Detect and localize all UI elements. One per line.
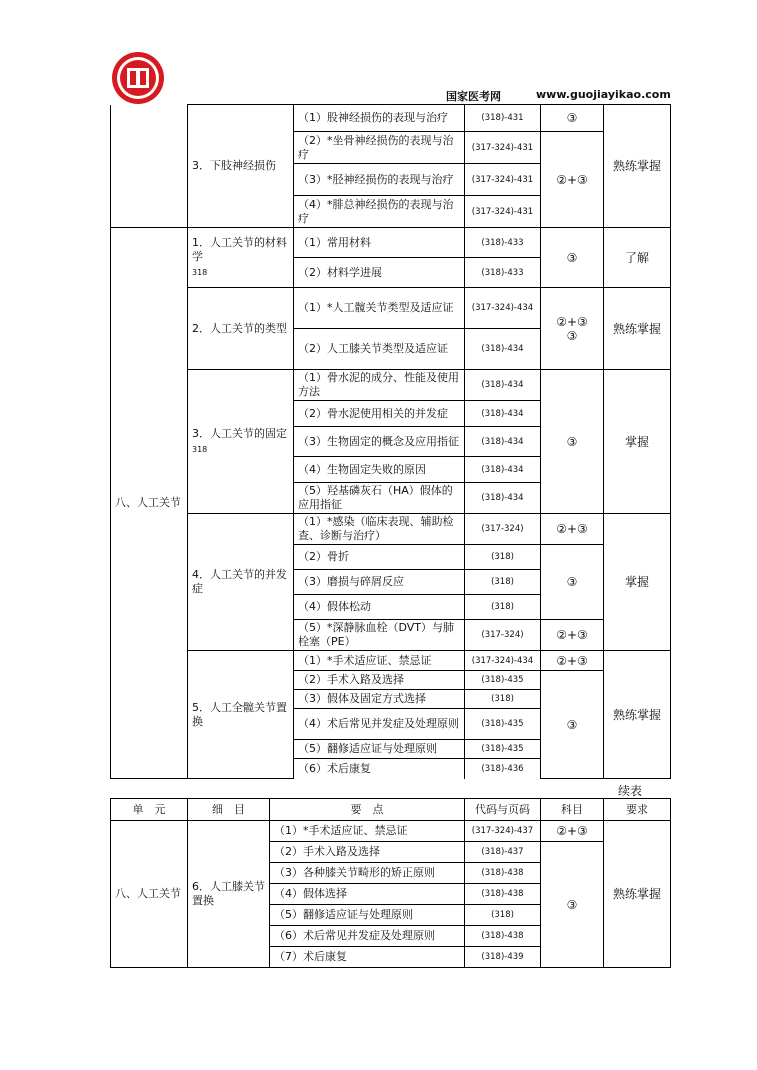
point-cell: （4）假体松动	[294, 595, 465, 620]
unit-cell: 八、人工关节	[111, 228, 188, 779]
header-requirement: 要求	[604, 799, 671, 821]
code-cell: (317-324)-431	[465, 132, 541, 164]
code-cell: (317-324)-431	[465, 164, 541, 196]
code-cell: (317-324)-434	[465, 651, 541, 671]
subject-cell: ②+③	[541, 132, 604, 228]
subject-cell: ②+③	[541, 821, 604, 842]
code-cell: (318)-433	[465, 228, 541, 258]
code-cell: (317-324)	[465, 514, 541, 545]
code-cell: (318)-433	[465, 258, 541, 288]
code-cell: (318)-438	[465, 926, 541, 947]
point-cell: （1）常用材料	[294, 228, 465, 258]
point-cell: （3）假体及固定方式选择	[294, 690, 465, 709]
syllabus-table-continued	[110, 798, 671, 968]
point-cell: （2）骨折	[294, 545, 465, 570]
code-cell: (317-324)	[465, 620, 541, 651]
header-url[interactable]: www.guojiayikao.com	[536, 88, 671, 101]
code-cell: (318)-437	[465, 842, 541, 863]
point-cell: （2）材料学进展	[294, 258, 465, 288]
subject-cell: ②+③	[541, 514, 604, 545]
requirement-cell: 熟练掌握	[604, 288, 671, 370]
requirement-cell: 掌握	[604, 514, 671, 651]
code-cell: (318)-434	[465, 401, 541, 427]
point-cell: （2）人工膝关节类型及适应证	[294, 329, 465, 370]
code-cell: (318)	[465, 545, 541, 570]
code-cell: (318)	[465, 905, 541, 926]
point-cell: （1）*手术适应证、禁忌证	[270, 821, 465, 842]
point-cell: （2）*坐骨神经损伤的表现与治疗	[294, 132, 465, 164]
requirement-cell: 熟练掌握	[604, 651, 671, 779]
code-cell: (318)-434	[465, 457, 541, 483]
point-cell: （7）术后康复	[270, 947, 465, 968]
code-cell: (318)	[465, 595, 541, 620]
site-logo-icon	[110, 50, 166, 106]
point-cell: （4）生物固定失败的原因	[294, 457, 465, 483]
subject-cell: ③	[541, 671, 604, 779]
detail-cell: 3．人工关节的固定 318	[188, 370, 294, 514]
header-points: 要 点	[270, 799, 465, 821]
code-cell: (318)-435	[465, 709, 541, 740]
subject-cell: ②+③ ③	[541, 288, 604, 370]
subject-cell: ③	[541, 370, 604, 514]
code-cell: (318)-436	[465, 759, 541, 779]
requirement-cell: 熟练掌握	[604, 821, 671, 968]
point-cell: （1）*手术适应证、禁忌证	[294, 651, 465, 671]
header-subject: 科目	[541, 799, 604, 821]
subject-cell: ③	[541, 105, 604, 132]
code-cell: (317-324)-437	[465, 821, 541, 842]
header-site-name: 国家医考网	[446, 90, 501, 103]
code-cell: (317-324)-431	[465, 196, 541, 228]
header-code: 代码与页码	[465, 799, 541, 821]
code-cell: (318)-434	[465, 483, 541, 514]
point-cell: （3）*胫神经损伤的表现与治疗	[294, 164, 465, 196]
subject-cell: ③	[541, 228, 604, 288]
detail-cell: 4．人工关节的并发症	[188, 514, 294, 651]
point-cell: （4）术后常见并发症及处理原则	[294, 709, 465, 740]
point-cell: （6）术后常见并发症及处理原则	[270, 926, 465, 947]
detail-cell: 1．人工关节的材料学 318	[188, 228, 294, 288]
syllabus-table	[110, 104, 671, 779]
requirement-cell: 掌握	[604, 370, 671, 514]
code-cell: (318)-438	[465, 863, 541, 884]
point-cell: （5）翻修适应证与处理原则	[294, 740, 465, 759]
code-cell: (318)-435	[465, 671, 541, 690]
point-cell: （3）磨损与碎屑反应	[294, 570, 465, 595]
header-unit: 单 元	[111, 799, 188, 821]
point-cell: （3）各种膝关节畸形的矫正原则	[270, 863, 465, 884]
code-cell: (318)-439	[465, 947, 541, 968]
continued-label: 续表	[618, 784, 643, 798]
subject-cell: ②+③	[541, 651, 604, 671]
code-cell: (318)-438	[465, 884, 541, 905]
subject-cell: ③	[541, 545, 604, 620]
unit-cell: 八、人工关节	[111, 821, 188, 968]
subject-cell: ③	[541, 842, 604, 968]
detail-cell: 3．下肢神经损伤	[188, 105, 294, 228]
requirement-cell: 了解	[604, 228, 671, 288]
point-cell: （2）手术入路及选择	[270, 842, 465, 863]
point-cell: （5）*深静脉血栓（DVT）与肺栓塞（PE）	[294, 620, 465, 651]
header-detail: 细 目	[188, 799, 270, 821]
detail-cell: 5．人工全髋关节置换	[188, 651, 294, 779]
code-cell: (318)-431	[465, 105, 541, 132]
code-cell: (318)	[465, 690, 541, 709]
point-cell: （3）生物固定的概念及应用指征	[294, 427, 465, 457]
requirement-cell: 熟练掌握	[604, 105, 671, 228]
point-cell: （2）手术入路及选择	[294, 671, 465, 690]
point-cell: （4）假体选择	[270, 884, 465, 905]
code-cell: (318)-434	[465, 329, 541, 370]
subject-cell: ②+③	[541, 620, 604, 651]
detail-cell: 2．人工关节的类型	[188, 288, 294, 370]
code-cell: (318)-434	[465, 370, 541, 401]
point-cell: （1）*感染（临床表现、辅助检查、诊断与治疗）	[294, 514, 465, 545]
point-cell: （1）骨水泥的成分、性能及使用方法	[294, 370, 465, 401]
unit-cell-prev	[111, 105, 188, 228]
point-cell: （5）羟基磷灰石（HA）假体的应用指征	[294, 483, 465, 514]
code-cell: (318)-434	[465, 427, 541, 457]
detail-cell: 6．人工膝关节置换	[188, 821, 270, 968]
code-cell: (318)	[465, 570, 541, 595]
point-cell: （1）*人工髋关节类型及适应证	[294, 288, 465, 329]
point-cell: （6）术后康复	[294, 759, 465, 779]
point-cell: （1）股神经损伤的表现与治疗	[294, 105, 465, 132]
point-cell: （2）骨水泥使用相关的并发症	[294, 401, 465, 427]
point-cell: （5）翻修适应证与处理原则	[270, 905, 465, 926]
code-cell: (317-324)-434	[465, 288, 541, 329]
point-cell: （4）*腓总神经损伤的表现与治疗	[294, 196, 465, 228]
code-cell: (318)-435	[465, 740, 541, 759]
